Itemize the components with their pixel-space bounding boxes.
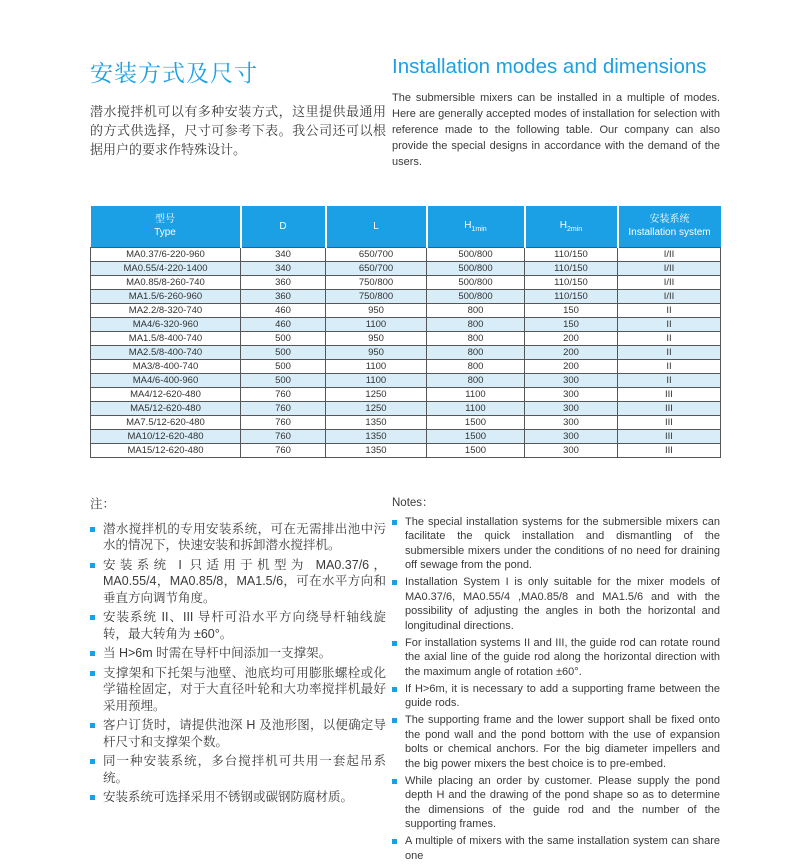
table-cell: 150 (525, 317, 618, 331)
table-cell: 110/150 (525, 247, 618, 261)
page-title-en: Installation modes and dimensions (392, 55, 707, 78)
notes-section (90, 494, 720, 866)
table-row (91, 275, 721, 289)
table-cell: II (618, 331, 721, 345)
note-item (392, 774, 720, 832)
table-cell: 1500 (427, 415, 525, 429)
note-text: The supporting frame and the lower support shall be fixed onto the pond wall and the pond bottom with the use of expansion bolts or chemical anchors. For the big diameter impellers and the big power mixers the best choice is to pre-embed. (405, 714, 720, 770)
table-row (91, 303, 721, 317)
table-cell: 150 (525, 303, 618, 317)
table-row (91, 331, 721, 345)
table-cell: 1250 (326, 387, 427, 401)
table-cell: III (618, 387, 721, 401)
note-item (392, 515, 720, 573)
bullet-square-icon (392, 580, 397, 585)
table-cell: 800 (427, 373, 525, 387)
table-row (91, 359, 721, 373)
note-item (90, 645, 386, 662)
table-cell: 1500 (427, 429, 525, 443)
table-cell: MA2.5/8-400-740 (91, 345, 241, 359)
table-cell: 650/700 (326, 261, 427, 275)
table-cell: 500 (241, 359, 326, 373)
table-cell: 750/800 (326, 289, 427, 303)
bullet-square-icon (392, 779, 397, 784)
table-cell: 360 (241, 289, 326, 303)
table-cell: 760 (241, 415, 326, 429)
table-cell: 460 (241, 317, 326, 331)
page-title-zh: 安装方式及尺寸 (90, 60, 258, 86)
table-cell: 500/800 (427, 289, 525, 303)
table-cell: MA1.5/8-400-740 (91, 331, 241, 345)
table-cell: II (618, 317, 721, 331)
table-cell: 800 (427, 303, 525, 317)
table-row (91, 261, 721, 275)
table-cell: II (618, 373, 721, 387)
table-cell: MA10/12-620-480 (91, 429, 241, 443)
table-cell: 500 (241, 331, 326, 345)
note-text: 安装系统 I 只适用于机型为 MA0.37/6，MA0.55/4，MA0.85/8，MA1.5/6，可在水平方向和垂直方向调节角度。 (103, 557, 386, 605)
table-row (91, 289, 721, 303)
table-cell: II (618, 359, 721, 373)
dimensions-table-wrap (90, 206, 720, 458)
note-item (392, 834, 720, 863)
note-item (90, 665, 386, 715)
bullet-square-icon (90, 795, 95, 800)
table-cell: 300 (525, 373, 618, 387)
intro-paragraph-en: The submersible mixers can be installed in a multiple of modes. Here are generally accepted modes of installation for selection with reference made to the following table. Our company can also provide the special designs in accordance with the demand of the users. (392, 92, 720, 168)
note-item (90, 753, 386, 786)
table-cell: MA0.85/8-260-740 (91, 275, 241, 289)
table-row (91, 247, 721, 261)
table-cell: 500/800 (427, 261, 525, 275)
note-text: A multiple of mixers with the same installation system can share one (405, 835, 720, 862)
table-body (91, 247, 721, 457)
note-item (90, 789, 386, 806)
note-item (392, 575, 720, 633)
intro-section (90, 55, 720, 170)
table-cell: 750/800 (326, 275, 427, 289)
note-text: 同一种安装系统，多台搅拌机可共用一套起吊系统。 (103, 754, 386, 785)
table-cell: MA0.55/4-220-1400 (91, 261, 241, 275)
table-header-cell: L (326, 206, 427, 247)
table-cell: 1500 (427, 443, 525, 457)
table-cell: 360 (241, 275, 326, 289)
table-cell: 200 (525, 359, 618, 373)
table-cell: 800 (427, 317, 525, 331)
table-cell: II (618, 303, 721, 317)
table-cell: 800 (427, 359, 525, 373)
table-cell: 110/150 (525, 261, 618, 275)
table-cell: 500/800 (427, 275, 525, 289)
bullet-square-icon (90, 723, 95, 728)
table-cell: 800 (427, 345, 525, 359)
table-cell: 1100 (326, 359, 427, 373)
table-cell: 1100 (427, 401, 525, 415)
table-cell: 300 (525, 429, 618, 443)
table-cell: I/II (618, 289, 721, 303)
table-cell: MA15/12-620-480 (91, 443, 241, 457)
note-item (90, 521, 386, 554)
bullet-square-icon (90, 563, 95, 568)
notes-label-en: Notes： (392, 496, 434, 509)
note-text: 支撑架和下托架与池壁、池底均可用膨胀螺栓或化学锚栓固定，对于大直径叶轮和大功率搅拌机最好采用预埋。 (103, 665, 386, 713)
table-cell: III (618, 415, 721, 429)
table-cell: MA3/8-400-740 (91, 359, 241, 373)
table-cell: MA0.37/6-220-960 (91, 247, 241, 261)
notes-en-column (392, 494, 720, 866)
notes-list-zh (90, 521, 386, 806)
intro-paragraph-zh: 潜水搅拌机可以有多种安装方式，这里提供最通用的方式供选择，尺寸可参考下表。我公司还可以根据用户的要求作特殊设计。 (90, 104, 386, 157)
intro-zh-column (90, 55, 386, 170)
table-cell: 340 (241, 247, 326, 261)
table-cell: I/II (618, 275, 721, 289)
bullet-square-icon (90, 615, 95, 620)
table-cell: MA7.5/12-620-480 (91, 415, 241, 429)
table-cell: 300 (525, 415, 618, 429)
table-cell: 1100 (427, 387, 525, 401)
notes-list-en (392, 515, 720, 864)
table-row (91, 373, 721, 387)
table-cell: MA4/6-320-960 (91, 317, 241, 331)
table-cell: 1250 (326, 401, 427, 415)
note-text: While placing an order by customer. Please supply the pond depth H and the drawing of the pond shape so as to determine the dimensions of the guide rod and the number of the supporting frames. (405, 774, 720, 830)
table-header-cell: D (241, 206, 326, 247)
table-header-cell: 安装系统 Installation system (618, 206, 721, 247)
bullet-square-icon (392, 641, 397, 646)
table-row (91, 429, 721, 443)
table-header-cell: $H_{2min}$ (525, 206, 618, 247)
table-cell: 950 (326, 345, 427, 359)
table-cell: II (618, 345, 721, 359)
table-row (91, 317, 721, 331)
table-cell: 110/150 (525, 289, 618, 303)
table-cell: 760 (241, 387, 326, 401)
note-text: Installation System I is only suitable for the mixer models of MA0.37/6, MA0.55/4 ,MA0.85/8 and MA1.5/6 and with the possibility of adjusting the angles in both the horizontal and longitudinal directions. (405, 576, 720, 632)
note-item (90, 609, 386, 642)
table-cell: III (618, 443, 721, 457)
table-header-cell: $H_{1min}$ (427, 206, 525, 247)
table-cell: 200 (525, 345, 618, 359)
notes-label-zh: 注： (90, 496, 116, 511)
table-cell: 340 (241, 261, 326, 275)
table-cell: 300 (525, 443, 618, 457)
note-item (392, 636, 720, 680)
table-cell: 950 (326, 331, 427, 345)
table-cell: 800 (427, 331, 525, 345)
note-text: 当 H>6m 时需在导杆中间添加一支撑架。 (103, 646, 332, 660)
table-cell: 950 (326, 303, 427, 317)
table-cell: MA4/12-620-480 (91, 387, 241, 401)
table-cell: 200 (525, 331, 618, 345)
note-text: If H>6m, it is necessary to add a supporting frame between the guide rods. (405, 682, 720, 709)
table-cell: 110/150 (525, 275, 618, 289)
table-header-cell: 型号 Type (91, 206, 241, 247)
table-row (91, 443, 721, 457)
bullet-square-icon (392, 520, 397, 525)
note-text: 安装系统 II、III 导杆可沿水平方向绕导杆轴线旋转，最大转角为 ±60°。 (103, 610, 386, 641)
table-cell: 300 (525, 387, 618, 401)
table-cell: III (618, 401, 721, 415)
bullet-square-icon (90, 671, 95, 676)
table-row (91, 415, 721, 429)
bullet-square-icon (90, 527, 95, 532)
table-cell: III (618, 429, 721, 443)
table-row (91, 401, 721, 415)
table-cell: 760 (241, 401, 326, 415)
table-cell: 760 (241, 443, 326, 457)
table-cell: MA5/12-620-480 (91, 401, 241, 415)
note-text: 潜水搅拌机的专用安装系统，可在无需排出池中污水的情况下，快速安装和拆卸潜水搅拌机。 (103, 521, 386, 552)
bullet-square-icon (392, 718, 397, 723)
note-item (392, 682, 720, 711)
table-cell: 1350 (326, 415, 427, 429)
table-cell: 1350 (326, 429, 427, 443)
table-header (91, 206, 721, 247)
table-cell: 760 (241, 429, 326, 443)
dimensions-table (90, 206, 721, 458)
bullet-square-icon (392, 687, 397, 692)
table-cell: MA2.2/8-320-740 (91, 303, 241, 317)
bullet-square-icon (392, 839, 397, 844)
note-item (392, 713, 720, 771)
table-cell: I/II (618, 247, 721, 261)
table-row (91, 387, 721, 401)
note-text: 客户订货时，请提供池深 H 及池形图，以便确定导杆尺寸和支撑架个数。 (103, 718, 386, 749)
table-cell: 1100 (326, 317, 427, 331)
table-cell: 650/700 (326, 247, 427, 261)
table-cell: 500 (241, 373, 326, 387)
note-item (90, 717, 386, 750)
note-item (90, 557, 386, 607)
table-cell: MA4/6-400-960 (91, 373, 241, 387)
table-cell: 1350 (326, 443, 427, 457)
note-text: For installation systems II and III, the guide rod can rotate round the axial line of the guide rod along the horizontal direction with the maximum angle of rotation ±60°. (405, 636, 720, 678)
bullet-square-icon (90, 651, 95, 656)
note-text: The special installation systems for the submersible mixers can facilitate the quick installation and dismantling of the submersible mixers under the conditions of no need for draining off sewage from the pond. (405, 515, 720, 571)
table-cell: 500 (241, 345, 326, 359)
intro-en-column (392, 55, 720, 170)
note-text: 安装系统可选择采用不锈钢或碳钢防腐材质。 (103, 790, 354, 804)
bullet-square-icon (90, 759, 95, 764)
table-cell: MA1.5/6-260-960 (91, 289, 241, 303)
table-cell: 500/800 (427, 247, 525, 261)
table-cell: 460 (241, 303, 326, 317)
table-cell: I/II (618, 261, 721, 275)
notes-zh-column (90, 494, 386, 866)
table-row (91, 345, 721, 359)
table-cell: 300 (525, 401, 618, 415)
table-cell: 1100 (326, 373, 427, 387)
